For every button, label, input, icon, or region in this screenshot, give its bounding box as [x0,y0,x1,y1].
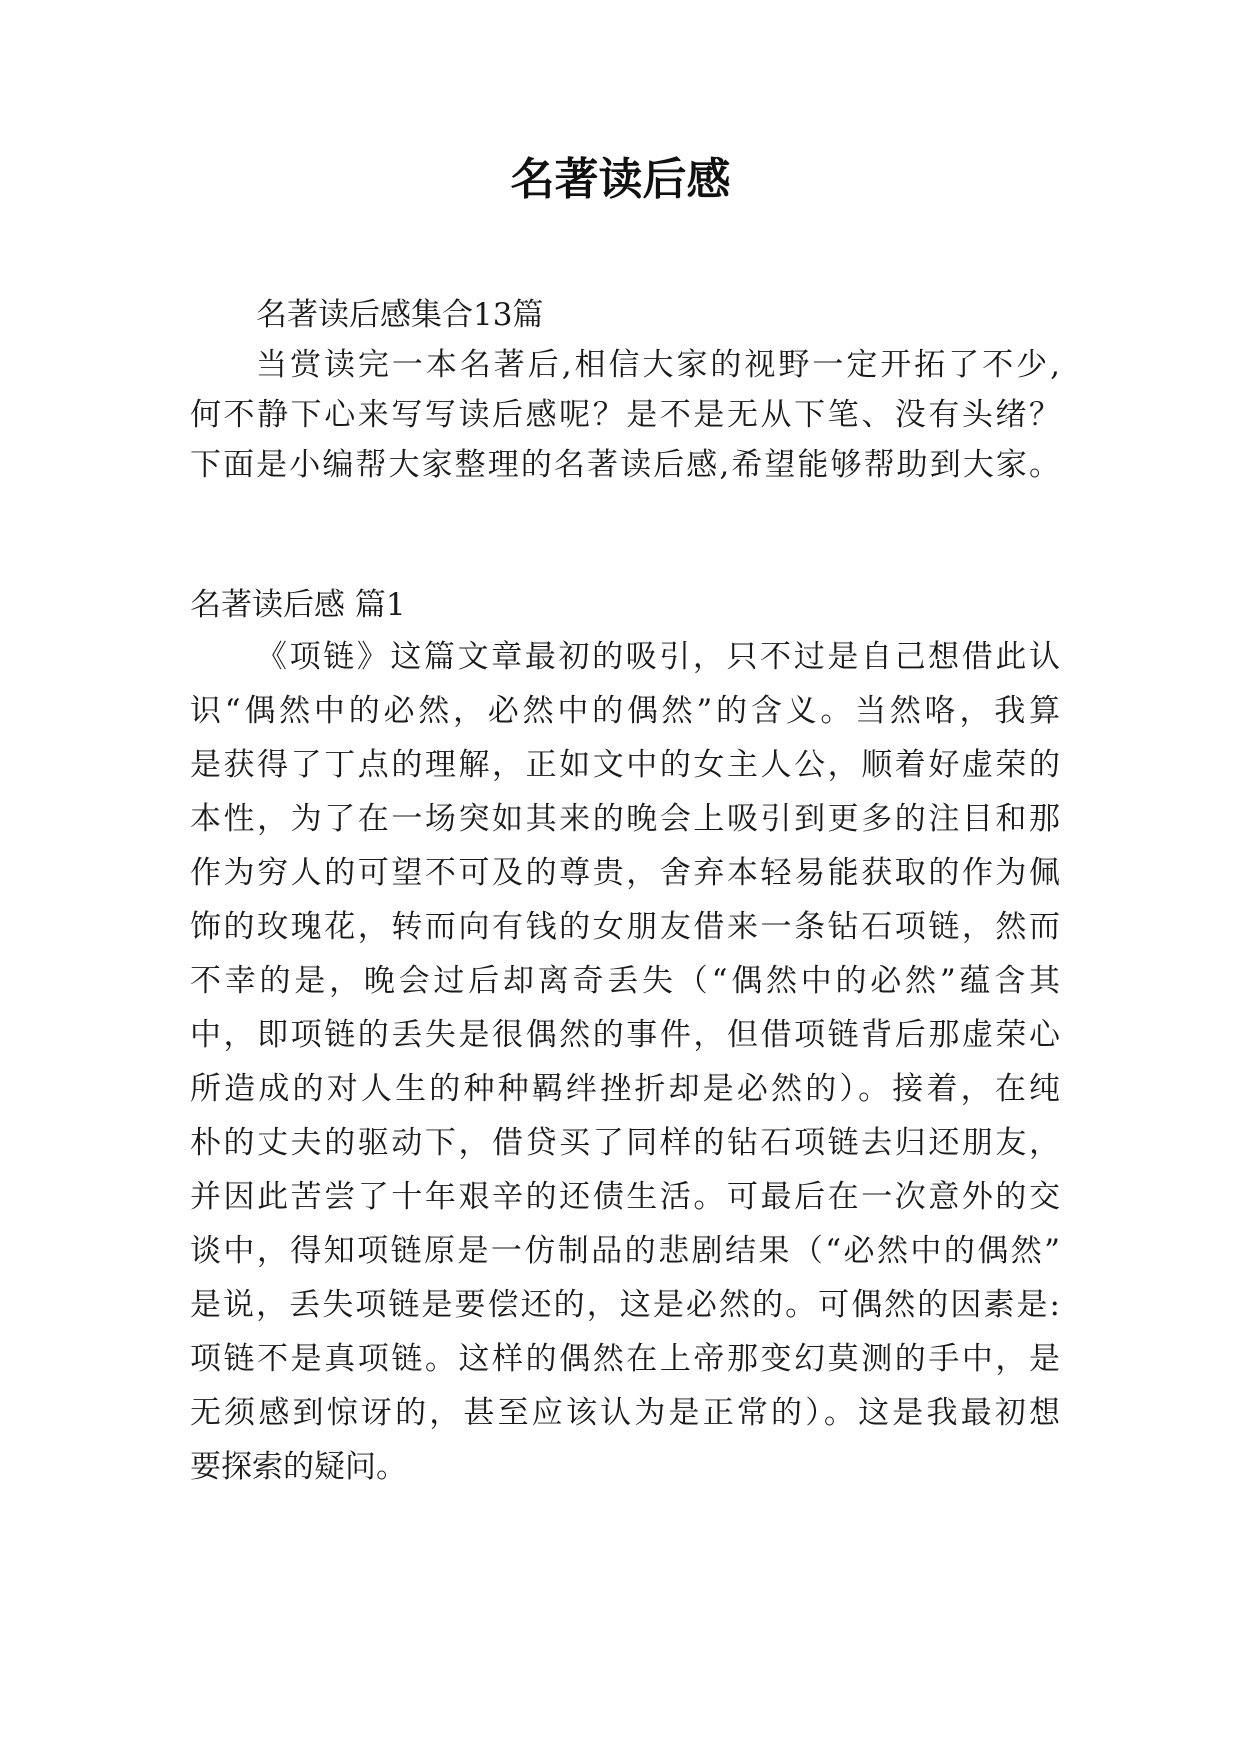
document-subtitle: 名著读后感集合13篇 [256,297,544,333]
body-paragraph-line: 无须感到惊讶的，甚至应该认为是正常的）。这是我最初想 [190,1395,1060,1431]
intro-paragraph-line: 当赏读完一本名著后,相信大家的视野一定开拓了不少, [256,347,1060,383]
body-paragraph-line: 并因此苦尝了十年艰辛的还债生活。可最后在一次意外的交 [190,1179,1060,1215]
body-paragraph-line: 饰的玫瑰花，转而向有钱的女朋友借来一条钻石项链，然而 [190,909,1060,945]
body-paragraph-line: 不幸的是，晚会过后却离奇丢失（“偶然中的必然”蕴含其 [190,963,1060,999]
body-paragraph-line: 中，即项链的丢失是很偶然的事件，但借项链背后那虚荣心 [190,1017,1060,1053]
document-title: 名著读后感 [510,154,731,205]
body-paragraph-line: 《项链》这篇文章最初的吸引，只不过是自己想借此认 [256,639,1060,675]
section-heading: 名著读后感 篇1 [190,587,406,623]
body-paragraph-line: 是获得了丁点的理解，正如文中的女主人公，顺着好虚荣的 [190,747,1060,783]
body-paragraph-line: 谈中，得知项链原是一仿制品的悲剧结果（“必然中的偶然” [190,1233,1060,1269]
body-paragraph-line: 识“偶然中的必然，必然中的偶然”的含义。当然咯，我算 [190,693,1060,729]
body-paragraph-line: 作为穷人的可望不可及的尊贵，舍弃本轻易能获取的作为佩 [190,855,1060,891]
body-paragraph-line: 项链不是真项链。这样的偶然在上帝那变幻莫测的手中，是 [190,1341,1060,1377]
body-paragraph-line: 本性，为了在一场突如其来的晚会上吸引到更多的注目和那 [190,801,1060,837]
body-paragraph-line: 所造成的对人生的种种羁绊挫折却是必然的）。接着，在纯 [190,1071,1060,1107]
body-paragraph-line: 是说，丢失项链是要偿还的，这是必然的。可偶然的因素是: [190,1287,1060,1323]
body-paragraph-line: 要探索的疑问。 [190,1449,407,1485]
body-paragraph-line: 朴的丈夫的驱动下，借贷买了同样的钻石项链去归还朋友， [190,1125,1060,1161]
intro-paragraph-line: 下面是小编帮大家整理的名著读后感,希望能够帮助到大家。 [190,447,1060,483]
intro-paragraph-line: 何不静下心来写写读后感呢？是不是无从下笔、没有头绪？ [190,397,1060,433]
